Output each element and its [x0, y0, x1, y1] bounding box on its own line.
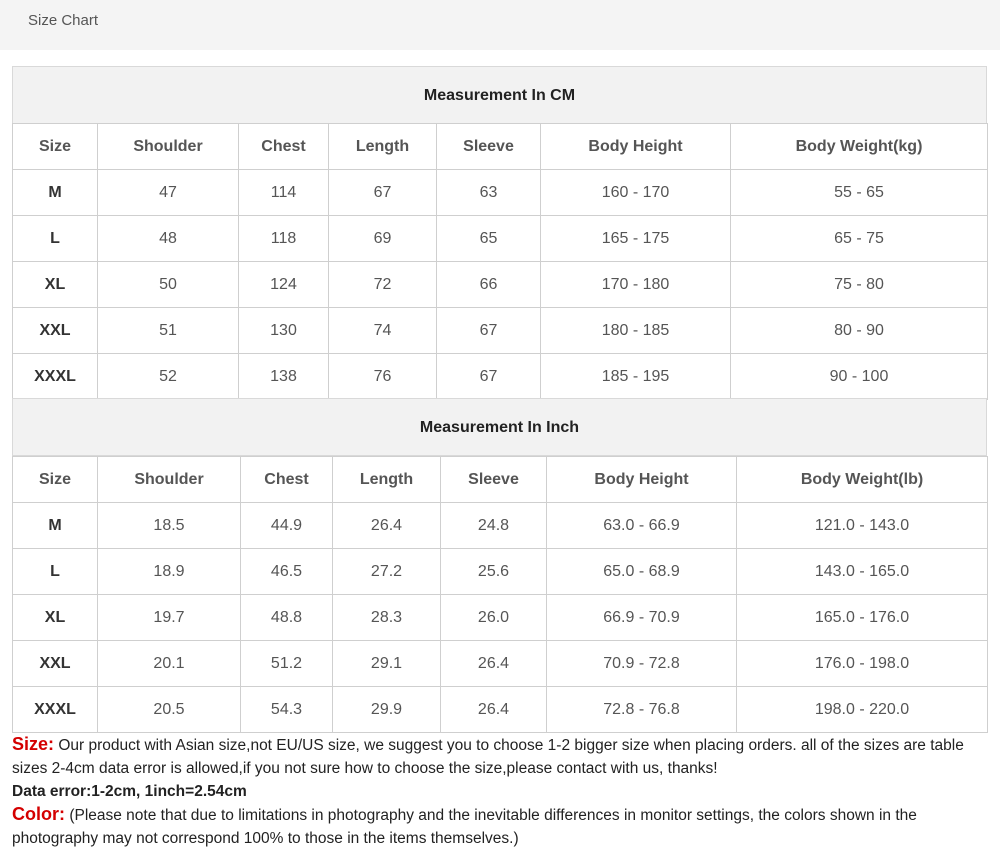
table-cell: 185 - 195: [541, 354, 731, 400]
column-header: Body Height: [541, 124, 731, 170]
table-cell: 65: [437, 216, 541, 262]
table-cell: 50: [98, 262, 239, 308]
size-note-label: Size:: [12, 734, 55, 754]
table-row: [13, 262, 988, 308]
column-header: Length: [329, 124, 437, 170]
column-header: Body Weight(kg): [731, 124, 988, 170]
inch-section-title-text: Measurement In Inch: [419, 419, 580, 436]
table-cell: 51: [98, 308, 239, 354]
table-cell: 55 - 65: [731, 170, 988, 216]
table-cell: 143.0 - 165.0: [737, 549, 988, 595]
table-cell: 65.0 - 68.9: [547, 549, 737, 595]
table-cell: 29.9: [333, 687, 441, 733]
cm-section-title: [12, 66, 987, 124]
table-header-row: [13, 124, 988, 170]
size-cell: M: [13, 503, 98, 549]
table-row: [13, 216, 988, 262]
table-cell: 28.3: [333, 595, 441, 641]
data-error-note: Data error:1-2cm, 1inch=2.54cm: [12, 783, 247, 800]
size-cell: XXL: [13, 641, 98, 687]
table-cell: 72: [329, 262, 437, 308]
table-cell: 29.1: [333, 641, 441, 687]
page-title: Size Chart: [28, 12, 99, 29]
table-cell: 67: [329, 170, 437, 216]
table-cell: 26.0: [441, 595, 547, 641]
table-cell: 180 - 185: [541, 308, 731, 354]
table-cell: 66.9 - 70.9: [547, 595, 737, 641]
table-cell: 26.4: [441, 641, 547, 687]
table-row: [13, 170, 988, 216]
table-cell: 26.4: [441, 687, 547, 733]
size-cell: XXL: [13, 308, 98, 354]
column-header: Shoulder: [98, 124, 239, 170]
table-cell: 121.0 - 143.0: [737, 503, 988, 549]
table-cell: 44.9: [241, 503, 333, 549]
table-cell: 63.0 - 66.9: [547, 503, 737, 549]
table-cell: 170 - 180: [541, 262, 731, 308]
table-cell: 18.5: [98, 503, 241, 549]
table-row: [13, 549, 988, 595]
table-cell: 80 - 90: [731, 308, 988, 354]
table-cell: 20.5: [98, 687, 241, 733]
color-note-text: (Please note that due to limitations in photography and the inevitable differences in monitor settings, the colors shown in the photography may not correspond 100% to those in the items themselves.): [12, 807, 917, 847]
table-cell: 130: [239, 308, 329, 354]
table-cell: 76: [329, 354, 437, 400]
table-cell: 69: [329, 216, 437, 262]
table-header-row: [13, 457, 988, 503]
table-cell: 51.2: [241, 641, 333, 687]
header-bar: [0, 0, 1000, 50]
table-cell: 90 - 100: [731, 354, 988, 400]
table-cell: 48: [98, 216, 239, 262]
table-cell: 26.4: [333, 503, 441, 549]
table-row: [13, 595, 988, 641]
table-cell: 24.8: [441, 503, 547, 549]
table-cell: 67: [437, 354, 541, 400]
table-cell: 176.0 - 198.0: [737, 641, 988, 687]
size-cell: L: [13, 216, 98, 262]
size-cell: XL: [13, 595, 98, 641]
column-header: Body Height: [547, 457, 737, 503]
table-cell: 20.1: [98, 641, 241, 687]
table-cell: 138: [239, 354, 329, 400]
size-cell: XXXL: [13, 354, 98, 400]
column-header: Sleeve: [441, 457, 547, 503]
color-note-label: Color:: [12, 804, 65, 824]
table-cell: 47: [98, 170, 239, 216]
column-header: Size: [13, 457, 98, 503]
cm-size-table: [12, 123, 988, 400]
column-header: Chest: [239, 124, 329, 170]
column-header: Sleeve: [437, 124, 541, 170]
size-cell: XXXL: [13, 687, 98, 733]
column-header: Shoulder: [98, 457, 241, 503]
table-row: [13, 308, 988, 354]
table-cell: 19.7: [98, 595, 241, 641]
cm-section-title-text: Measurement In CM: [423, 87, 576, 104]
table-cell: 48.8: [241, 595, 333, 641]
table-cell: 74: [329, 308, 437, 354]
table-cell: 160 - 170: [541, 170, 731, 216]
table-row: [13, 687, 988, 733]
column-header: Size: [13, 124, 98, 170]
table-cell: 118: [239, 216, 329, 262]
table-cell: 67: [437, 308, 541, 354]
inch-section-title: [12, 398, 987, 456]
table-cell: 25.6: [441, 549, 547, 595]
table-row: [13, 354, 988, 400]
size-cell: M: [13, 170, 98, 216]
column-header: Body Weight(lb): [737, 457, 988, 503]
notes-section: [12, 733, 992, 850]
table-cell: 66: [437, 262, 541, 308]
table-cell: 114: [239, 170, 329, 216]
inch-size-table: [12, 456, 988, 733]
color-note: [12, 803, 992, 850]
table-cell: 70.9 - 72.8: [547, 641, 737, 687]
size-cell: XL: [13, 262, 98, 308]
table-cell: 72.8 - 76.8: [547, 687, 737, 733]
table-cell: 75 - 80: [731, 262, 988, 308]
table-cell: 165.0 - 176.0: [737, 595, 988, 641]
table-cell: 63: [437, 170, 541, 216]
table-row: [13, 503, 988, 549]
table-cell: 124: [239, 262, 329, 308]
table-cell: 46.5: [241, 549, 333, 595]
column-header: Length: [333, 457, 441, 503]
size-note-text: Our product with Asian size,not EU/US size, we suggest you to choose 1-2 bigger size when placing orders. all of the sizes are table sizes 2-4cm data error is allowed,if you not sure how to choose the size,please contact with us, thanks!: [12, 737, 964, 777]
table-cell: 52: [98, 354, 239, 400]
table-cell: 54.3: [241, 687, 333, 733]
table-cell: 18.9: [98, 549, 241, 595]
table-row: [13, 641, 988, 687]
size-note: [12, 733, 992, 780]
size-cell: L: [13, 549, 98, 595]
table-cell: 65 - 75: [731, 216, 988, 262]
table-cell: 27.2: [333, 549, 441, 595]
table-cell: 165 - 175: [541, 216, 731, 262]
table-cell: 198.0 - 220.0: [737, 687, 988, 733]
column-header: Chest: [241, 457, 333, 503]
